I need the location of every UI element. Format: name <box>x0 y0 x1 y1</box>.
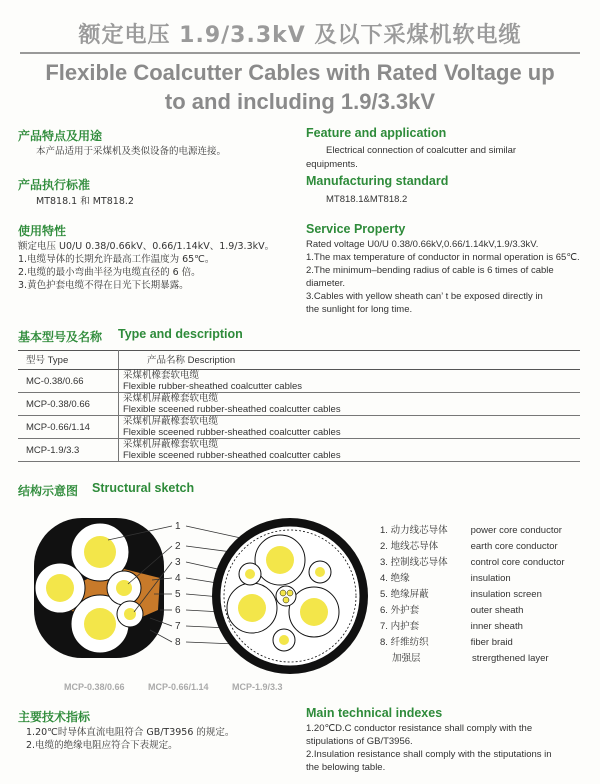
legend-en: inner sheath <box>470 621 523 632</box>
legend-item <box>380 522 562 536</box>
legend-en: power core conductor <box>470 525 562 536</box>
legend-en: fiber braid <box>470 637 513 648</box>
type-code: MCP-0.38/0.66 <box>18 393 119 416</box>
type-description <box>119 370 581 393</box>
col-type-header: 型号 Type <box>18 351 119 370</box>
control-core-conductor <box>280 590 286 596</box>
legend-num: 6. <box>380 605 388 616</box>
technical-en-line: 1.20℃D.C conductor resistance shall comply with the <box>306 723 533 734</box>
legend-num: 1. <box>380 525 388 536</box>
desc-en: Flexible sceened rubber-sheathed coalcutter cables <box>123 404 341 415</box>
legend-num: 7. <box>380 621 388 632</box>
legend-cn: 外护套 <box>390 605 420 616</box>
power-core-conductor <box>46 574 74 602</box>
earth-core-conductor <box>279 635 289 645</box>
features-text-cn: 本产品适用于采煤机及类似设备的电源连接。 <box>36 146 227 157</box>
legend-en: insulation screen <box>470 589 542 600</box>
service-cn-line: 1.电缆导体的长期允许最高工作温度为 65℃。 <box>18 254 215 265</box>
legend-cn: 控制线芯导体 <box>390 557 448 568</box>
standard-heading-cn: 产品执行标准 <box>18 178 91 192</box>
legend-item <box>380 650 549 664</box>
sketch-caption: MCP-0.38/0.66 <box>64 682 125 692</box>
legend-en: earth core conductor <box>470 541 558 552</box>
legend-item <box>380 538 558 552</box>
earth-core-conductor <box>245 569 255 579</box>
service-text-cn <box>18 240 274 292</box>
technical-en-line: the belowing table. <box>306 762 386 773</box>
sketch-caption: MCP-0.66/1.14 <box>148 682 209 692</box>
table-row <box>18 393 580 416</box>
page-title-en <box>0 58 600 116</box>
legend-item <box>380 570 511 584</box>
service-cn-line: 3.黄色护套电缆不得在日光下长期暴露。 <box>18 280 189 291</box>
legend-num: 4. <box>380 573 388 584</box>
desc-en: Flexible sceened rubber-sheathed coalcutter cables <box>123 450 341 461</box>
power-core-conductor <box>84 608 116 640</box>
features-heading-cn: 产品特点及用途 <box>18 129 103 143</box>
legend-cn: 内护套 <box>390 621 420 632</box>
technical-en-line: stipulations of GB/T3956. <box>306 736 413 747</box>
desc-en: Flexible rubber-sheathed coalcutter cables <box>123 381 303 392</box>
sketch-number-label: 3 <box>175 557 181 568</box>
desc-cn: 采煤机屏蔽橡套软电缆 <box>123 439 219 450</box>
type-code: MCP-0.66/1.14 <box>18 416 119 439</box>
legend-cn: 动力线芯导体 <box>390 525 448 536</box>
sketch-caption: MCP-1.9/3.3 <box>232 682 283 692</box>
desc-cn: 采煤机屏蔽橡套软电缆 <box>123 393 219 404</box>
control-core-conductor <box>283 597 289 603</box>
standard-text-en: MT818.1&MT818.2 <box>326 194 408 205</box>
power-core-conductor <box>84 536 116 568</box>
table-row <box>18 416 580 439</box>
sketch-heading-en: Structural sketch <box>92 481 195 495</box>
legend-num: 2. <box>380 541 388 552</box>
service-heading-en: Service Property <box>306 222 406 236</box>
power-core-conductor <box>266 546 294 574</box>
desc-en: Flexible sceened rubber-sheathed coalcutter cables <box>123 427 341 438</box>
technical-cn-line: 1.20℃时导体直流电阻符合 GB/T3956 的规定。 <box>26 727 235 738</box>
service-en-line: Rated voltage U0/U 0.38/0.66kV,0.66/1.14kV,1.9/3.3kV. <box>306 239 539 250</box>
cable-cross-section-sketch <box>0 500 375 680</box>
service-en-line: diameter. <box>306 278 346 289</box>
sketch-number-label: 1 <box>175 521 181 532</box>
service-en-line: the sunlight for long time. <box>306 304 413 315</box>
features-text-en-2: equipments. <box>306 159 358 170</box>
legend-num: 5. <box>380 589 388 600</box>
sketch-number-label: 5 <box>175 589 181 600</box>
col-description-header: 产品名称 Description <box>119 351 581 370</box>
type-code: MCP-1.9/3.3 <box>18 439 119 462</box>
control-core-conductor <box>287 590 293 596</box>
sketch-number-label: 4 <box>175 573 181 584</box>
features-text-en-1: Electrical connection of coalcutter and similar <box>326 145 517 156</box>
title-en-line1: Flexible Coalcutter Cables with Rated Voltage up <box>45 60 555 85</box>
legend-cn: 地线芯导体 <box>390 541 439 552</box>
legend-en: strergthened layer <box>472 653 549 664</box>
legend-num: 8. <box>380 637 388 648</box>
control-core-conductor <box>124 608 136 620</box>
technical-heading-cn: 主要技术指标 <box>18 710 91 724</box>
legend-num: 3. <box>380 557 388 568</box>
sketch-number-label: 6 <box>175 605 181 616</box>
power-core-conductor <box>238 594 266 622</box>
service-heading-cn: 使用特性 <box>18 224 67 238</box>
features-heading-en: Feature and application <box>306 126 447 140</box>
technical-en-line: 2.Insulation resistance shall comply with the stiputations in <box>306 749 552 760</box>
service-cn-line: 2.电缆的最小弯曲半径为电缆直径的 6 倍。 <box>18 267 201 278</box>
legend-item <box>380 634 513 648</box>
power-core-conductor <box>300 598 328 626</box>
legend-item <box>380 602 523 616</box>
sketch-number-label: 2 <box>175 541 181 552</box>
legend-item <box>380 554 565 568</box>
legend-en: control core conductor <box>470 557 565 568</box>
legend-en: insulation <box>470 573 511 584</box>
types-heading-en: Type and description <box>118 327 243 341</box>
service-cn-line: 额定电压 U0/U 0.38/0.66kV、0.66/1.14kV、1.9/3.3kV。 <box>18 241 275 252</box>
service-en-line: 3.Cables with yellow sheath can’ t be exposed directly in <box>306 291 543 302</box>
type-description <box>119 416 581 439</box>
technical-text-cn <box>26 726 234 752</box>
legend-cn: 纤维纺织 <box>390 637 429 648</box>
technical-text-en <box>306 722 591 774</box>
table-row <box>18 439 580 462</box>
sketch-number-label: 8 <box>175 637 181 648</box>
title-en-line2: to and including 1.9/3.3kV <box>164 89 436 114</box>
service-text-en <box>306 238 586 316</box>
types-table <box>18 350 580 462</box>
legend-item <box>380 586 542 600</box>
type-description <box>119 393 581 416</box>
title-divider <box>20 52 580 54</box>
type-description <box>119 439 581 462</box>
type-code: MC-0.38/0.66 <box>18 370 119 393</box>
technical-cn-line: 2.电缆的绝缘电阻应符合下表规定。 <box>26 740 178 751</box>
standard-heading-en: Manufacturing standard <box>306 174 449 188</box>
legend-en: outer sheath <box>470 605 524 616</box>
desc-cn: 采煤机橡套软电缆 <box>123 370 200 381</box>
round-cable-section <box>212 518 368 674</box>
earth-core-conductor <box>315 567 325 577</box>
legend-item <box>380 618 523 632</box>
standard-text-cn: MT818.1 和 MT818.2 <box>36 196 134 207</box>
flat-cable-section <box>34 518 164 658</box>
types-table-header <box>18 351 580 370</box>
legend-cn: 绝缘屏蔽 <box>390 589 429 600</box>
service-en-line: 2.The minimum–bending radius of cable is 6 times of cable <box>306 265 554 276</box>
sketch-number-label: 7 <box>175 621 181 632</box>
sketch-heading-cn: 结构示意图 <box>18 484 79 498</box>
page-title-cn: 额定电压 1.9/3.3kV 及以下采煤机软电缆 <box>78 23 522 48</box>
service-en-line: 1.The max temperature of conductor in normal operation is 65℃. <box>306 252 580 263</box>
table-row <box>18 370 580 393</box>
desc-cn: 采煤机屏蔽橡套软电缆 <box>123 416 219 427</box>
technical-heading-en: Main technical indexes <box>306 706 443 720</box>
types-heading-cn: 基本型号及名称 <box>18 330 103 344</box>
legend-cn: 绝缘 <box>390 573 410 584</box>
legend-cn: 加强层 <box>392 653 421 664</box>
